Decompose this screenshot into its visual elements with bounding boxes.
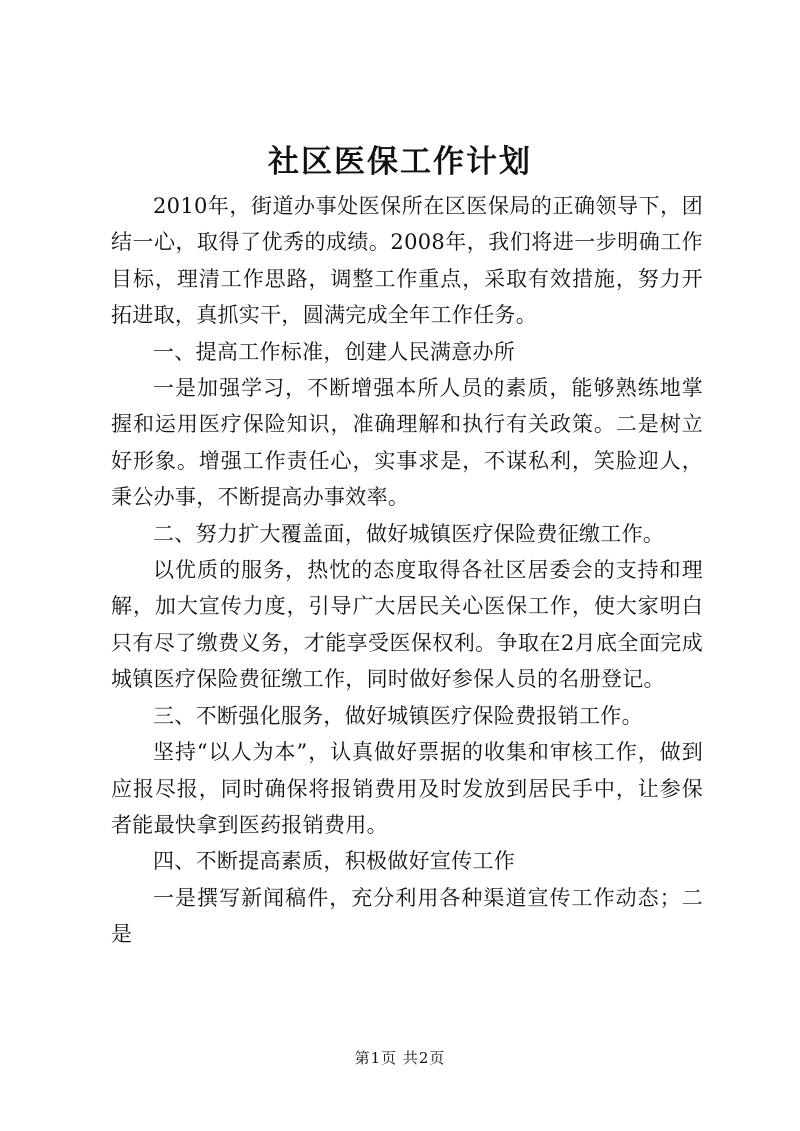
paragraph-section-3: 坚持“以人为本”，认真做好票据的收集和审核工作，做到应报尽报，同时确保将报销费用及时发放到居民手中，让参保者能最快拿到医药报销费用。: [111, 740, 703, 837]
paragraph-section-2: 以优质的服务，热忱的态度取得各社区居委会的支持和理解，加大宣传力度，引导广大居民关心医保工作，使大家明白只有尽了缴费义务，才能享受医保权利。争取在2月底全面完成城镇医疗保险费征缴工作，同时做好参保人员的名册登记。: [111, 558, 703, 692]
paragraph-section-1: 一是加强学习，不断增强本所人员的素质，能够熟练地掌握和运用医疗保险知识，准确理解和执行有关政策。二是树立好形象。增强工作责任心，实事求是，不谋私利，笑脸迎人，秉公办事，不断提高办事效率。: [111, 376, 703, 510]
section-heading-4: 四、不断提高素质，积极做好宣传工作: [153, 849, 516, 874]
section-heading-1: 一、提高工作标准，创建人民满意办所: [153, 339, 516, 364]
paragraph-intro: 2010年，街道办事处医保所在区医保局的正确领导下，团结一心，取得了优秀的成绩。2008年，我们将进一步明确工作目标，理清工作思路，调整工作重点，采取有效措施，努力开拓进取，真抓实干，圆满完成全年工作任务。: [111, 194, 703, 328]
page-footer: 第1页 共2页: [354, 1049, 446, 1067]
document-body: [111, 188, 703, 953]
document-title: 社区医保工作计划: [268, 144, 532, 180]
paragraph-section-4: 一是撰写新闻稿件，充分利用各种渠道宣传工作动态；二是: [111, 885, 703, 947]
section-heading-3: 三、不断强化服务，做好城镇医疗保险费报销工作。: [153, 703, 643, 728]
section-heading-2: 二、努力扩大覆盖面，做好城镇医疗保险费征缴工作。: [153, 521, 665, 546]
